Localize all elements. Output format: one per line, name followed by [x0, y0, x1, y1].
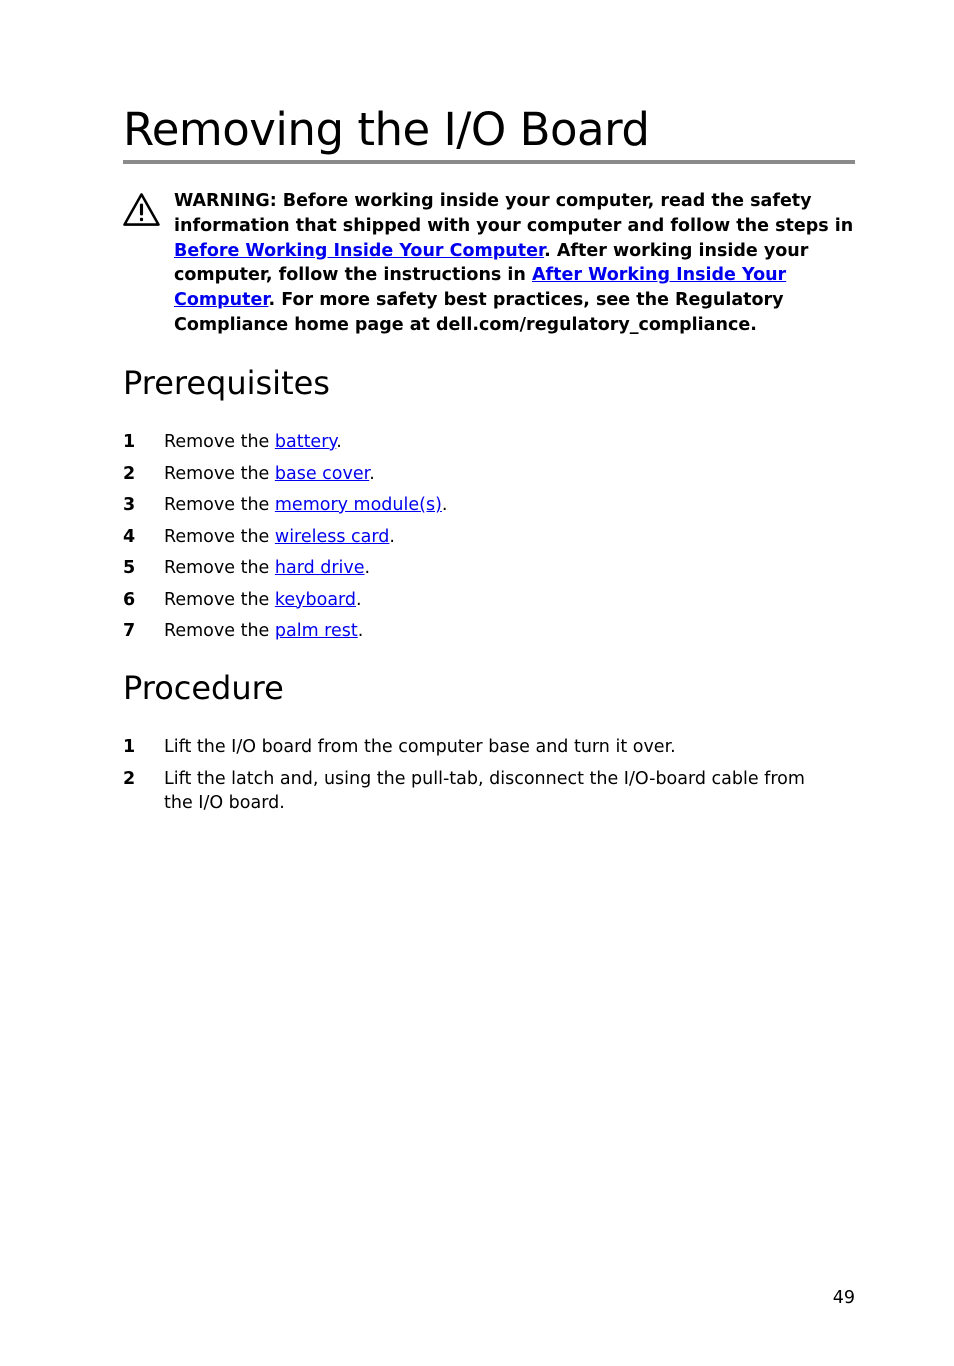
step-punctuation: .	[336, 432, 342, 452]
warning-text-suffix: . For more safety best practices, see the Regulatory Compliance home page at dell.com/regulatory_compliance.	[174, 290, 784, 335]
link-memory-modules[interactable]: memory module(s)	[274, 495, 442, 515]
link-after-working-inside[interactable]: After Working Inside Your Computer	[174, 265, 787, 311]
link-before-working-inside[interactable]: Before Working Inside Your Computer	[174, 240, 545, 261]
prerequisites-heading: Prerequisites	[123, 364, 330, 402]
step-punctuation: .	[441, 495, 448, 515]
step-punctuation: .	[389, 526, 395, 547]
step-number: 1	[123, 432, 136, 452]
warning-notice	[174, 189, 854, 338]
prerequisite-step	[123, 462, 823, 494]
warning-text-middle: . After working inside your computer, follow the instructions in	[174, 240, 809, 286]
step-text: Remove the	[164, 558, 275, 578]
step-punctuation: .	[369, 463, 375, 484]
link-keyboard[interactable]: keyboard	[274, 589, 357, 610]
prerequisite-step	[123, 493, 823, 525]
step-number: 2	[123, 463, 136, 484]
page-number: 49	[832, 1288, 855, 1308]
step-text: Lift the I/O board from the computer base and turn it over.	[164, 737, 676, 757]
procedure-step	[123, 767, 823, 816]
step-number: 5	[123, 558, 136, 578]
prerequisite-step	[123, 556, 823, 588]
step-text: Remove the	[164, 621, 275, 641]
prerequisite-step	[123, 525, 823, 557]
procedure-heading: Procedure	[123, 669, 284, 707]
warning-text-prefix: WARNING: Before working inside your computer, read the safety information that shipped with your computer and follow the steps in	[174, 191, 854, 236]
step-text: Remove the	[164, 463, 275, 484]
step-number: 6	[123, 589, 136, 610]
warning-triangle-icon	[122, 192, 161, 227]
step-number: 4	[123, 526, 136, 547]
procedure-step	[123, 735, 823, 760]
link-hard-drive[interactable]: hard drive	[274, 558, 365, 578]
step-number: 7	[123, 621, 136, 641]
step-text: Remove the	[164, 589, 275, 610]
step-punctuation: .	[364, 558, 371, 578]
prerequisite-step	[123, 430, 823, 462]
page-title: Removing the I/O Board	[123, 103, 650, 156]
step-text: Lift the latch and, using the pull-tab, disconnect the I/O-board cable from the I/O board.	[164, 768, 805, 813]
title-rule	[123, 160, 855, 164]
link-base-cover[interactable]: base cover	[274, 463, 370, 484]
prerequisites-list	[123, 430, 823, 651]
step-text: Remove the	[164, 495, 275, 515]
step-punctuation: .	[357, 621, 364, 641]
step-number: 3	[123, 495, 136, 515]
step-number: 2	[123, 768, 136, 789]
procedure-list	[123, 735, 823, 823]
link-wireless-card[interactable]: wireless card	[274, 526, 390, 547]
link-palm-rest[interactable]: palm rest	[274, 621, 358, 641]
link-battery[interactable]: battery	[274, 432, 337, 452]
step-text: Remove the	[164, 526, 275, 547]
step-text: Remove the	[164, 432, 275, 452]
prerequisite-step	[123, 588, 823, 620]
step-number: 1	[123, 737, 136, 757]
step-punctuation: .	[356, 589, 362, 610]
prerequisite-step	[123, 619, 823, 651]
